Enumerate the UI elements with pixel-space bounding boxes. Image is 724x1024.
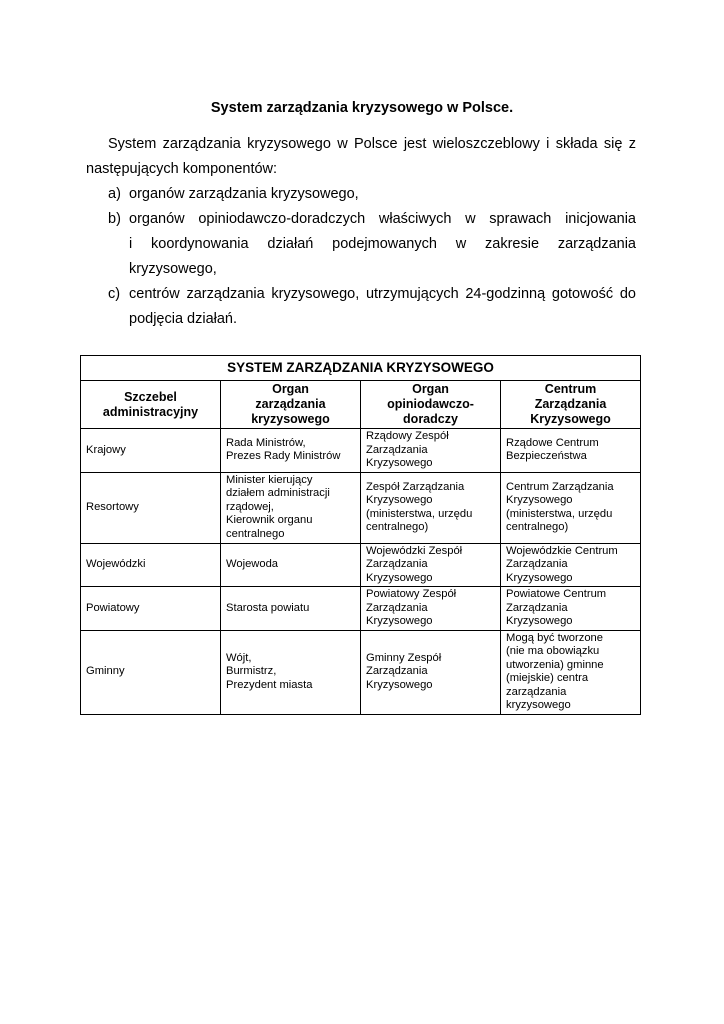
- list-item-line: organów opiniodawczo-doradczych właściwych w sprawach inicjowania: [129, 211, 636, 227]
- table-cell: Powiatowe Centrum Zarządzania Kryzysowego: [501, 587, 641, 631]
- table-cell: Rządowy Zespół Zarządzania Kryzysowego: [361, 429, 501, 473]
- table-cell: Gminny: [81, 630, 221, 714]
- list-item: [108, 282, 636, 332]
- table-row: [81, 472, 641, 543]
- table-row: [81, 587, 641, 631]
- table-cell: Powiatowy Zespół Zarządzania Kryzysowego: [361, 587, 501, 631]
- list-marker: c): [108, 286, 121, 302]
- table-cell: Wojewoda: [221, 543, 361, 587]
- page-title: System zarządzania kryzysowego w Polsce.: [210, 100, 514, 116]
- column-header-center: Centrum Zarządzania Kryzysowego: [501, 381, 641, 429]
- table-cell: Rada Ministrów, Prezes Rady Ministrów: [221, 429, 361, 473]
- list-item-line: kryzysowego,: [129, 261, 217, 277]
- table-cell: Wojewódzki Zespół Zarządzania Kryzysowego: [361, 543, 501, 587]
- table-cell: Centrum Zarządzania Kryzysowego (ministerstwa, urzędu centralnego): [501, 472, 641, 543]
- table-cell: Wojewódzki: [81, 543, 221, 587]
- list-item: [108, 182, 636, 207]
- table-row: [81, 543, 641, 587]
- table-cell: Rządowe Centrum Bezpieczeństwa: [501, 429, 641, 473]
- list-item-line: centrów zarządzania kryzysowego, utrzymujących 24-godzinną gotowość do: [129, 286, 636, 302]
- list-item-line: i koordynowania działań podejmowanych w zakresie zarządzania: [129, 236, 636, 252]
- table-cell: Zespół Zarządzania Kryzysowego (ministerstwa, urzędu centralnego): [361, 472, 501, 543]
- column-header-organ: Organ zarządzania kryzysowego: [221, 381, 361, 429]
- table-cell: Minister kierujący działem administracji rządowej, Kierownik organu centralnego: [221, 472, 361, 543]
- list-item-line: podjęcia działań.: [129, 311, 238, 327]
- table-cell: Powiatowy: [81, 587, 221, 631]
- table-cell: Gminny Zespół Zarządzania Kryzysowego: [361, 630, 501, 714]
- table-row: [81, 429, 641, 473]
- list-item: [108, 207, 636, 282]
- list-marker: b): [108, 211, 121, 227]
- table-cell: Wojewódzkie Centrum Zarządzania Kryzysowego: [501, 543, 641, 587]
- column-header-level: Szczebel administracyjny: [81, 381, 221, 429]
- crisis-management-table: [80, 355, 641, 715]
- table-cell: Krajowy: [81, 429, 221, 473]
- list-item-line: organów zarządzania kryzysowego,: [129, 186, 359, 202]
- table-cell: Mogą być tworzone (nie ma obowiązku utworzenia) gminne (miejskie) centra zarządzania kryzysowego: [501, 630, 641, 714]
- table-cell: Resortowy: [81, 472, 221, 543]
- table-row: [81, 630, 641, 714]
- table-title: SYSTEM ZARZĄDZANIA KRYZYSOWEGO: [81, 356, 641, 381]
- intro-paragraph: System zarządzania kryzysowego w Polsce jest wieloszczeblowy i składa się z następujących komponentów:: [86, 136, 636, 177]
- column-header-advisory: Organ opiniodawczo- doradczy: [361, 381, 501, 429]
- table-cell: Starosta powiatu: [221, 587, 361, 631]
- table-cell: Wójt, Burmistrz, Prezydent miasta: [221, 630, 361, 714]
- list-marker: a): [108, 186, 121, 202]
- components-list: [108, 182, 636, 332]
